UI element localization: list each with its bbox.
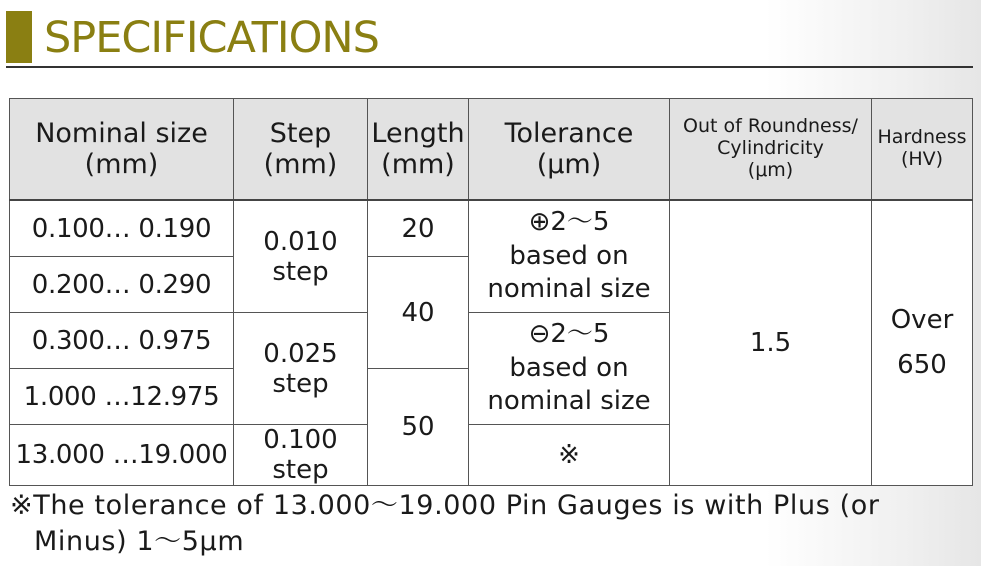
length-cell: 40 [368,257,469,369]
hardness-cell: Over 650 [872,200,973,486]
size-cell: 0.200… 0.290 [10,257,234,313]
step-cell: 0.100 step [234,425,368,486]
header-hardness: Hardness (HV) [872,99,973,201]
table-row [10,200,973,257]
size-cell: 0.300… 0.975 [10,313,234,369]
table-header-row [10,99,973,201]
size-cell: 0.100… 0.190 [10,200,234,257]
specifications-table [9,98,973,486]
roundness-cell: 1.5 [670,200,872,486]
tolerance-cell: ⊕2〜5 based on nominal size [469,200,670,313]
header-roundness: Out of Roundness/ Cylindricity (μm) [670,99,872,201]
header-step: Step (mm) [234,99,368,201]
size-cell: 13.000 …19.000 [10,425,234,486]
title-rule [6,66,973,68]
section-header [6,8,973,66]
header-nominal-size: Nominal size (mm) [10,99,234,201]
title-accent-bar [6,11,32,63]
step-cell: 0.010 step [234,200,368,313]
length-cell: 20 [368,200,469,257]
footnote [10,488,972,560]
footnote-line: ※The tolerance of 13.000〜19.000 Pin Gauges is with Plus (or [10,490,880,521]
size-cell: 1.000 …12.975 [10,369,234,425]
tolerance-cell: ※ [469,425,670,486]
step-cell: 0.025 step [234,313,368,425]
length-cell: 50 [368,369,469,486]
header-length: Length (mm) [368,99,469,201]
tolerance-cell: ⊖2〜5 based on nominal size [469,313,670,425]
section-title: SPECIFICATIONS [44,13,379,63]
header-tolerance: Tolerance (μm) [469,99,670,201]
footnote-line: Minus) 1〜5μm [34,526,245,557]
